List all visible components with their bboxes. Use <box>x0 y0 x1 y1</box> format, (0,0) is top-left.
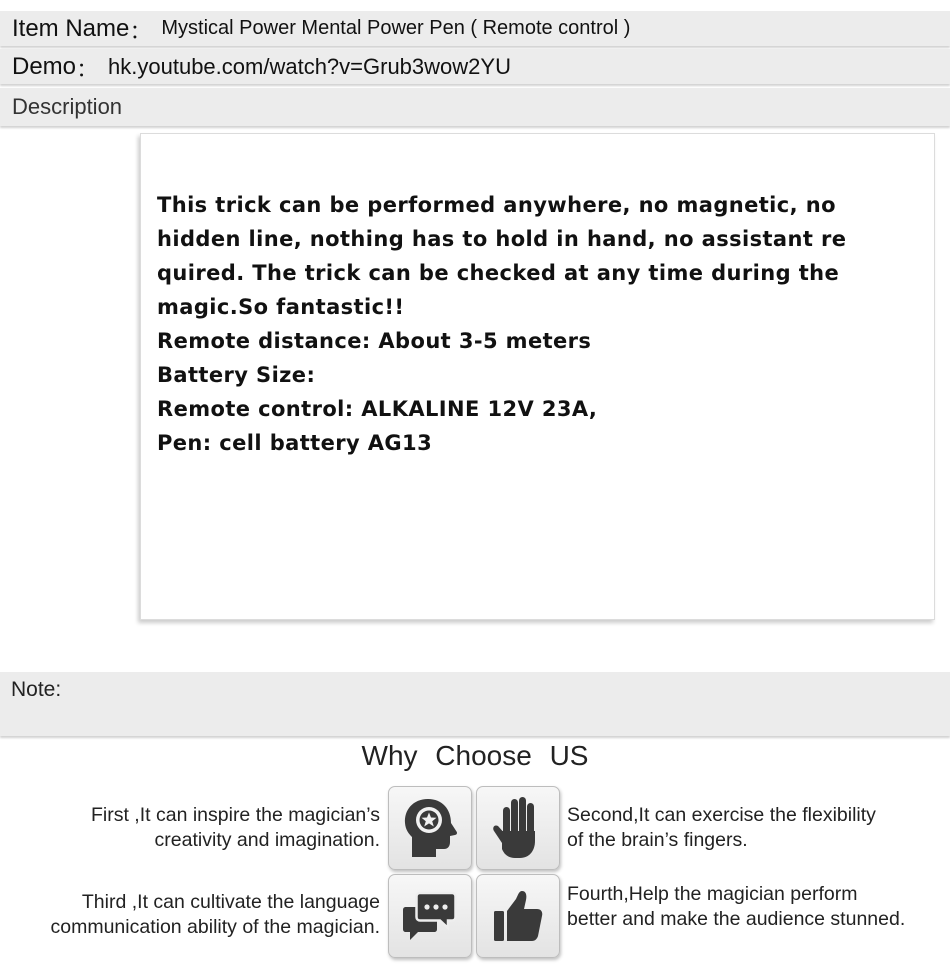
description-line: quired. The trick can be checked at any time during the <box>157 261 840 285</box>
reason-line: better and make the audience stunned. <box>567 908 906 930</box>
why-choose-title: Why Choose US <box>361 740 589 771</box>
thumbs-up-icon <box>492 889 544 943</box>
description-bar <box>0 88 950 126</box>
demo-bar <box>0 49 950 84</box>
item-name-separator: ： <box>129 18 154 45</box>
chat-bubbles-icon <box>402 889 458 943</box>
reason-first <box>91 803 380 853</box>
reason-line: Third ,It can cultivate the language <box>81 891 380 913</box>
reason-fourth <box>567 882 905 932</box>
reason-third <box>51 890 381 940</box>
hand-icon-tile <box>476 786 560 870</box>
item-name-value: Mystical Power Mental Power Pen ( Remote control ) <box>161 17 631 39</box>
demo-separator: ： <box>76 56 101 83</box>
description-line: This trick can be performed anywhere, no magnetic, no <box>157 193 836 217</box>
thumbs-up-icon-tile <box>476 874 560 958</box>
reason-line: Second,It can exercise the flexibility <box>567 804 876 826</box>
reason-line: Fourth,Help the magician perform <box>567 883 858 905</box>
item-name-bar <box>0 11 950 46</box>
note-bar <box>0 672 950 736</box>
brain-head-icon-tile <box>388 786 472 870</box>
brain-head-icon <box>400 796 460 860</box>
demo-link[interactable]: hk.youtube.com/watch?v=Grub3wow2YU <box>108 53 511 79</box>
item-name-label: Item Name <box>12 14 130 42</box>
chat-bubbles-icon-tile <box>388 874 472 958</box>
reason-line: communication ability of the magician. <box>50 916 380 938</box>
reason-line: creativity and imagination. <box>154 829 380 851</box>
description-text <box>157 188 927 460</box>
hand-icon <box>491 795 545 861</box>
demo-label: Demo <box>12 52 77 80</box>
reason-line: of the brain’s fingers. <box>567 829 748 851</box>
note-label: Note: <box>11 678 62 701</box>
reason-second <box>567 803 876 853</box>
reason-line: First ,It can inspire the magician’s <box>90 804 380 826</box>
description-line: hidden line, nothing has to hold in hand, no assistant re <box>157 227 847 251</box>
description-line: magic.So fantastic!! <box>157 295 405 319</box>
description-line: Remote distance: About 3-5 meters <box>157 329 592 353</box>
description-line: Battery Size: <box>157 363 316 387</box>
description-line: Remote control: ALKALINE 12V 23A, <box>157 397 598 421</box>
description-label: Description <box>12 94 123 119</box>
description-line: Pen: cell battery AG13 <box>157 431 433 455</box>
description-panel <box>140 133 935 620</box>
